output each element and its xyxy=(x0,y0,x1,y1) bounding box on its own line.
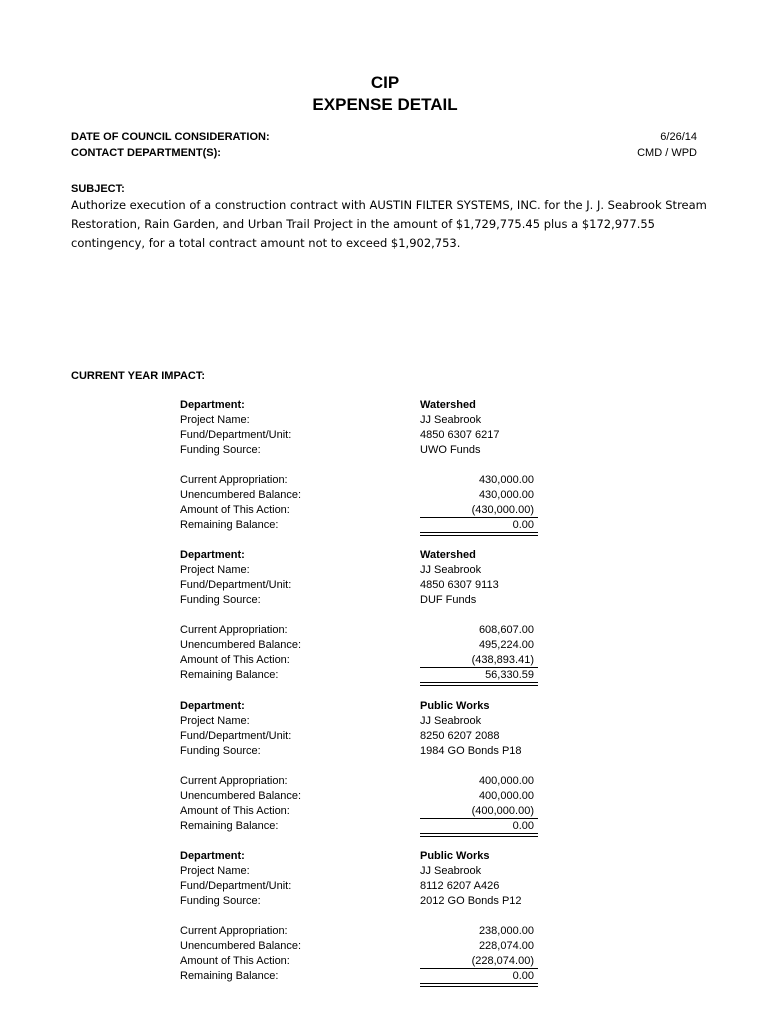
remaining-balance-value: 0.00 xyxy=(512,519,534,531)
remaining-balance-value: 0.00 xyxy=(512,820,534,832)
department-value: Watershed xyxy=(420,399,476,411)
unencumbered-balance-label: Unencumbered Balance: xyxy=(180,489,302,501)
department-label: Department: xyxy=(180,399,245,411)
amount-of-action-value: (438,893.41) xyxy=(471,654,534,666)
date-label: DATE OF COUNCIL CONSIDERATION: xyxy=(71,131,270,143)
unencumbered-balance-value: 430,000.00 xyxy=(478,489,534,501)
amount-of-action-label: Amount of This Action: xyxy=(180,955,290,967)
date-value: 6/26/14 xyxy=(660,131,697,143)
project-name-label: Project Name: xyxy=(180,865,250,877)
amount-of-action-value: (228,074.00) xyxy=(471,955,534,967)
unencumbered-balance-label: Unencumbered Balance: xyxy=(180,940,302,952)
department-value: Public Works xyxy=(420,700,490,712)
total-rule xyxy=(420,682,538,686)
fund-unit-label: Fund/Department/Unit: xyxy=(180,429,292,441)
total-rule xyxy=(420,833,538,837)
amount-of-action-label: Amount of This Action: xyxy=(180,805,290,817)
current-appropriation-label: Current Appropriation: xyxy=(180,775,288,787)
fund-unit-value: 4850 6307 6217 xyxy=(420,429,500,441)
current-appropriation-label: Current Appropriation: xyxy=(180,925,288,937)
fund-unit-label: Fund/Department/Unit: xyxy=(180,579,292,591)
fund-unit-value: 8250 6207 2088 xyxy=(420,730,500,742)
expense-block xyxy=(180,699,540,834)
current-appropriation-value: 238,000.00 xyxy=(478,925,534,937)
project-name-value: JJ Seabrook xyxy=(420,414,482,426)
project-name-value: JJ Seabrook xyxy=(420,564,482,576)
subject-text: Authorize execution of a construction contract with AUSTIN FILTER SYSTEMS, INC. for the J. J. Seabrook Stream Restoration, Rain Garden, and Urban Trail Project in the amount of $1,729,775.45 plus a $172,977.55 contingency, for a total contract amount not to exceed $1,902,753. xyxy=(71,198,707,250)
remaining-balance-value: 56,330.59 xyxy=(485,669,534,681)
funding-source-label: Funding Source: xyxy=(180,444,261,456)
amount-of-action-label: Amount of This Action: xyxy=(180,504,290,516)
project-name-value: JJ Seabrook xyxy=(420,865,482,877)
unencumbered-balance-label: Unencumbered Balance: xyxy=(180,790,302,802)
funding-source-value: 1984 GO Bonds P18 xyxy=(420,745,522,757)
department-label: Department: xyxy=(180,549,245,561)
project-name-label: Project Name: xyxy=(180,564,250,576)
current-appropriation-label: Current Appropriation: xyxy=(180,474,288,486)
expense-block xyxy=(180,398,540,533)
department-value: Public Works xyxy=(420,850,490,862)
funding-source-value: 2012 GO Bonds P12 xyxy=(420,895,522,907)
fund-unit-label: Fund/Department/Unit: xyxy=(180,880,292,892)
remaining-balance-label: Remaining Balance: xyxy=(180,970,279,982)
subject-label: SUBJECT: xyxy=(71,183,125,195)
amount-of-action-value: (430,000.00) xyxy=(471,504,534,516)
funding-source-label: Funding Source: xyxy=(180,594,261,606)
unencumbered-balance-label: Unencumbered Balance: xyxy=(180,639,302,651)
remaining-balance-value: 0.00 xyxy=(512,970,534,982)
total-rule xyxy=(420,983,538,987)
funding-source-label: Funding Source: xyxy=(180,745,261,757)
expense-block xyxy=(180,849,540,984)
fund-unit-value: 4850 6307 9113 xyxy=(420,579,499,591)
fund-unit-label: Fund/Department/Unit: xyxy=(180,730,292,742)
department-label: Department: xyxy=(180,700,245,712)
unencumbered-balance-value: 495,224.00 xyxy=(478,639,534,651)
project-name-label: Project Name: xyxy=(180,414,250,426)
funding-source-label: Funding Source: xyxy=(180,895,261,907)
current-year-impact-label: CURRENT YEAR IMPACT: xyxy=(71,370,206,382)
amount-of-action-label: Amount of This Action: xyxy=(180,654,290,666)
total-rule xyxy=(420,532,538,536)
document-subtitle: EXPENSE DETAIL xyxy=(312,95,458,114)
contact-value: CMD / WPD xyxy=(637,147,697,159)
document-title: CIP xyxy=(370,73,400,92)
fund-unit-value: 8112 6207 A426 xyxy=(420,880,500,892)
funding-source-value: DUF Funds xyxy=(420,594,477,606)
current-appropriation-label: Current Appropriation: xyxy=(180,624,288,636)
unencumbered-balance-value: 228,074.00 xyxy=(478,940,534,952)
funding-source-value: UWO Funds xyxy=(420,444,481,456)
remaining-balance-label: Remaining Balance: xyxy=(180,519,279,531)
current-appropriation-value: 430,000.00 xyxy=(478,474,534,486)
current-appropriation-value: 608,607.00 xyxy=(478,624,534,636)
remaining-balance-label: Remaining Balance: xyxy=(180,820,279,832)
remaining-balance-label: Remaining Balance: xyxy=(180,669,279,681)
unencumbered-balance-value: 400,000.00 xyxy=(478,790,534,802)
project-name-value: JJ Seabrook xyxy=(420,715,482,727)
department-label: Department: xyxy=(180,850,245,862)
department-value: Watershed xyxy=(420,549,476,561)
contact-label: CONTACT DEPARTMENT(S): xyxy=(71,147,221,159)
amount-of-action-value: (400,000.00) xyxy=(471,805,534,817)
expense-block xyxy=(180,548,540,683)
project-name-label: Project Name: xyxy=(180,715,250,727)
current-appropriation-value: 400,000.00 xyxy=(478,775,534,787)
